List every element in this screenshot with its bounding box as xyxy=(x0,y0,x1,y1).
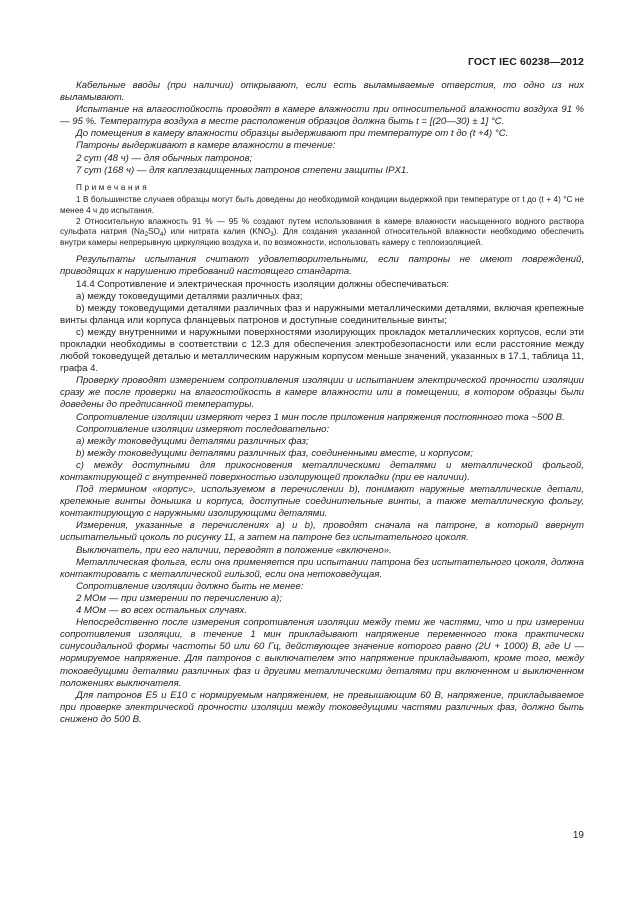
paragraph-insulation-measure: Сопротивление изоляции измеряют через 1 мин после приложения напряжения постоянного тока ~500 В. xyxy=(76,411,565,423)
resistance-item-other: 4 МОм — во всех остальных случаях. xyxy=(76,605,248,617)
sequence-item-c: c) между доступными для прикосновения металлическими деталями и металлической фольгой, контактирующей с внутренней поверхностью изолирующей прокладки (при ее наличии). xyxy=(60,459,584,483)
sequence-item-a: a) между токоведущими деталями различных фаз; xyxy=(76,435,309,447)
paragraph-verification: Проверку проводят измерением сопротивления изоляции и испытанием электрической прочности изоляции сразу же после проверки на влагостойкость в камере влажности или в помещении, в котором образцы были доведены до предписанной температуры. xyxy=(60,375,584,411)
paragraph-humidity-test: Испытание на влагостойкость проводят в камере влажности при относительной влажности воздуха 91 % — 95 %. Температура воздуха в месте расположения образцов должна быть t = [(20—30) ± 1] °С. xyxy=(60,104,584,128)
paragraph-e5-e10: Для патронов E5 и E10 с нормируемым напряжением, не превышающим 60 В, напряжение, прикладываемое при проверке электрической прочности изоляции между токоведущими частями различных фаз, должно быть снижено до 500 В. xyxy=(60,689,584,725)
paragraph-duration-normal: 2 сут (48 ч) — для обычных патронов; xyxy=(76,152,253,164)
paragraph-metal-foil: Металлическая фольга, если она применяется при испытании патрона без испытательного цоколя, должна контактировать с металлической гильзой, если она нетоковедущая. xyxy=(60,556,584,580)
paragraph-min-resistance: Сопротивление изоляции должно быть не менее: xyxy=(76,580,304,592)
notes-title: Примечания xyxy=(76,182,150,192)
clause-14-4-item-a: a) между токоведущими деталями различных фаз; xyxy=(76,290,303,302)
notes-block xyxy=(60,183,584,249)
paragraph-dielectric-test: Непосредственно после измерения сопротивления изоляции между теми же частями, что и при измерении сопротивления изоляции, в течение 1 мин прикладывают напряжение переменного тока практически синусоидальной формы частоты 50 или 60 Гц, действующее значение которого равно (2U + 1000) В, где U — нормируемое напряжение. Для патронов с выключателем это напряжение прикладывают, кроме того, между токоведущими деталями различных фаз и другими металлическими деталями при включенном и выключенном положениях выключателя. xyxy=(60,617,584,689)
paragraph-sequence-intro: Сопротивление изоляции измеряют последовательно: xyxy=(76,423,330,435)
paragraph-switch: Выключатель, при его наличии, переводят в положение «включено». xyxy=(76,544,392,556)
paragraph-cable-entries: Кабельные вводы (при наличии) открывают, если есть выламываемые отверстия, то одно из них выламывают. xyxy=(60,80,584,104)
page-body xyxy=(60,80,584,726)
note-1: 1 В большинстве случаев образцы могут быть доведены до необходимой кондиции выдержкой при температуре от t до (t + 4) °С не менее 4 ч до испытания. xyxy=(60,195,584,215)
resistance-item-a: 2 МОм — при измерении по перечислению a); xyxy=(76,592,283,604)
paragraph-housing-term: Под термином «корпус», используемом в перечислении b), понимают наружные металлические детали, крепежные винты донышка и корпуса, доступные соединительные винты, а также металлическую фольгу, контактирующую с наружными изолирующими деталями. xyxy=(60,484,584,520)
clause-14-4-item-b: b) между токоведущими деталями различных фаз и наружными металлическими деталями, включая крепежные винты фланца или корпуса фланцевых патронов и доступные соединительные винты; xyxy=(60,302,584,326)
paragraph-duration-intro: Патроны выдерживают в камере влажности в течение: xyxy=(76,140,336,152)
clause-14-4: 14.4 Сопротивление и электрическая прочность изоляции должны обеспечиваться: xyxy=(76,278,450,290)
note-2: 2 Относительную влажность 91 % — 95 % создают путем использования в камере влажности насыщенного водного раствора сульфата натрия $(Na_2SO_4)$ или нитрата калия $(KNO_3)$. Для создания указанной относительной влажности необходимо обеспечить внутри камеры непрерывную циркуляцию воздуха и, по возможности, использовать камеру с теплоизоляцией. xyxy=(60,216,584,247)
paragraph-duration-ipx1: 7 сут (168 ч) — для каплезащищенных патронов степени защиты IPX1. xyxy=(76,164,409,176)
clause-14-4-item-c: c) между внутренними и наружными поверхностями изолирующих прокладок металлических корпусов, если эти прокладки необходимы в соответствии с 12.3 для обеспечения электробезопасности или если расстояние между любой токоведущей деталью и металлическим наружным корпусом меньше значений, указанных в 17.1, таблица 11, графа 4. xyxy=(60,326,584,375)
paragraph-measurements: Измерения, указанные в перечислениях a) и b), проводят сначала на патроне, в который ввернут испытательный цоколь по рисунку 11, а затем на патроне без испытательного цоколя. xyxy=(60,520,584,544)
sequence-item-b: b) между токоведущими деталями различных фаз, соединенными вместе, и корпусом; xyxy=(76,447,473,459)
standard-header: ГОСТ IEC 60238—2012 xyxy=(467,56,584,68)
paragraph-results: Результаты испытания считают удовлетворительными, если патроны не имеют повреждений, приводящих к нарушению требований настоящего стандарта. xyxy=(60,254,584,278)
page-number: 19 xyxy=(572,830,584,841)
paragraph-preconditioning: До помещения в камеру влажности образцы выдерживают при температуре от t до (t +4) °С. xyxy=(76,128,509,140)
